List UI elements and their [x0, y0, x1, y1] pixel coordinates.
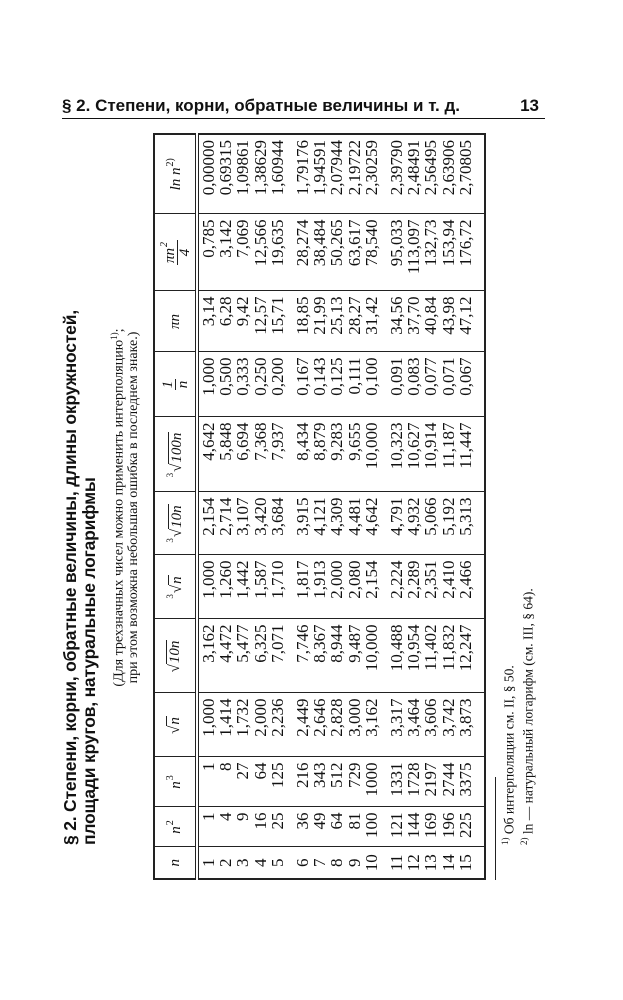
- fraction-denominator: n: [174, 380, 191, 389]
- table-cell: 36: [286, 807, 311, 847]
- table-cell: 5,848: [217, 417, 234, 492]
- fraction: [158, 240, 192, 265]
- table-cell: 5,066: [422, 492, 439, 555]
- table-row: [457, 134, 485, 879]
- table-cell: 1,94591: [311, 134, 328, 214]
- table-cell: 196: [440, 807, 457, 847]
- table-cell: 3,162: [363, 693, 380, 757]
- table-cell: 0,167: [286, 352, 311, 417]
- table-cell: 0,100: [363, 352, 380, 417]
- table-cell: 2744: [440, 757, 457, 807]
- table-cell: 0,500: [217, 352, 234, 417]
- table-cell: 7,746: [286, 619, 311, 693]
- table-cell: 3,142: [217, 214, 234, 291]
- table-cell: 1728: [405, 757, 422, 807]
- table-cell: 10,954: [405, 619, 422, 693]
- table-cell: 1,414: [217, 693, 234, 757]
- table-cell: 6,325: [252, 619, 269, 693]
- numerator-exponent: 2: [159, 242, 170, 247]
- table-cell: 6: [286, 847, 311, 879]
- table-cell: 3,107: [234, 492, 251, 555]
- table-cell: 2,70805: [457, 134, 485, 214]
- table-cell: 1,000: [197, 352, 217, 417]
- table-cell: 343: [311, 757, 328, 807]
- table-row: [440, 134, 457, 879]
- table-cell: 9,283: [328, 417, 345, 492]
- table-cell: 1,60944: [269, 134, 286, 214]
- table-cell: 10,000: [363, 619, 380, 693]
- table-cell: 7,368: [252, 417, 269, 492]
- table-cell: 2: [217, 847, 234, 879]
- column-header: [154, 352, 197, 417]
- radicand: n: [166, 717, 183, 725]
- table-cell: 5,477: [234, 619, 251, 693]
- table-row: [234, 134, 251, 879]
- table-cell: 2,154: [363, 555, 380, 619]
- table-cell: 4,309: [328, 492, 345, 555]
- header-exponent: 2): [165, 158, 176, 167]
- table-cell: 0,143: [311, 352, 328, 417]
- table-cell: 2,466: [457, 555, 485, 619]
- table-cell: 225: [457, 807, 485, 847]
- table-cell: 729: [346, 757, 363, 807]
- section-note-line-2: при этом возможна небольшая ошибка в последнем знаке.): [125, 331, 141, 684]
- table-cell: 144: [405, 807, 422, 847]
- table-cell: 31,42: [363, 291, 380, 352]
- footnote-text: Об интерполяции см. II, § 50.: [501, 665, 517, 838]
- table-row: [346, 134, 363, 879]
- root-index: 3: [164, 472, 175, 478]
- table-cell: 7,071: [269, 619, 286, 693]
- table-cell: 2,154: [197, 492, 217, 555]
- table-cell: 8,367: [311, 619, 328, 693]
- table-cell: 2,080: [346, 555, 363, 619]
- table-cell: 3,606: [422, 693, 439, 757]
- table-cell: 2,48491: [405, 134, 422, 214]
- table-cell: 1,732: [234, 693, 251, 757]
- table-row: [405, 134, 422, 879]
- table-cell: 3,317: [380, 693, 405, 757]
- table-cell: 7,937: [269, 417, 286, 492]
- fraction: [161, 379, 190, 391]
- powers-roots-table: [153, 133, 486, 880]
- table-body: [197, 134, 485, 879]
- table-cell: 38,484: [311, 214, 328, 291]
- table-cell: 3,420: [252, 492, 269, 555]
- table-cell: 13: [422, 847, 439, 879]
- table-cell: 10,000: [363, 417, 380, 492]
- column-header: [154, 847, 197, 879]
- table-cell: 2,646: [311, 693, 328, 757]
- table-cell: 216: [286, 757, 311, 807]
- table-cell: 12,566: [252, 214, 269, 291]
- numerator-text: πn: [162, 248, 178, 264]
- table-cell: 9,655: [346, 417, 363, 492]
- section-title: [61, 310, 99, 845]
- running-header-title: § 2. Степени, корни, обратные величины и т. д.: [62, 96, 460, 115]
- column-header: [154, 417, 197, 492]
- table-cell: 14: [440, 847, 457, 879]
- table-cell: 9,42: [234, 291, 251, 352]
- table-cell: 3375: [457, 757, 485, 807]
- table-cell: 176,72: [457, 214, 485, 291]
- table-cell: 9: [346, 847, 363, 879]
- table-cell: 15,71: [269, 291, 286, 352]
- table-cell: 3,684: [269, 492, 286, 555]
- table-cell: 11,832: [440, 619, 457, 693]
- table-cell: 1,913: [311, 555, 328, 619]
- footnote-ref-1: 1): [109, 332, 119, 340]
- section-note: [107, 135, 141, 880]
- table-cell: 4,642: [197, 417, 217, 492]
- table-cell: 15: [457, 847, 485, 879]
- table-cell: 6,694: [234, 417, 251, 492]
- table-cell: 2,56495: [422, 134, 439, 214]
- table-cell: 28,27: [346, 291, 363, 352]
- header-base: n: [166, 859, 183, 867]
- table-cell: 2,07944: [328, 134, 345, 214]
- table-row: [269, 134, 286, 879]
- table-cell: 100: [363, 807, 380, 847]
- table-cell: 8,879: [311, 417, 328, 492]
- header-exponent: 3: [165, 775, 176, 781]
- table-cell: 10,914: [422, 417, 439, 492]
- table-cell: 2,000: [328, 555, 345, 619]
- table-cell: 9,487: [346, 619, 363, 693]
- radicand: 10n: [168, 505, 185, 528]
- table-cell: 3: [234, 847, 251, 879]
- table-cell: 2,30259: [363, 134, 380, 214]
- table-cell: 0,200: [269, 352, 286, 417]
- table-row: [363, 134, 380, 879]
- table-cell: 0,111: [346, 352, 363, 417]
- table-cell: 8,434: [286, 417, 311, 492]
- table-cell: 10: [363, 847, 380, 879]
- table-cell: 1,260: [217, 555, 234, 619]
- header-exponent: 2: [165, 820, 176, 826]
- table-cell: 113,097: [405, 214, 422, 291]
- table-cell: 4,121: [311, 492, 328, 555]
- table-cell: 2,289: [405, 555, 422, 619]
- header-base: πn: [166, 314, 183, 330]
- table-cell: 2,449: [286, 693, 311, 757]
- table-cell: 10,323: [380, 417, 405, 492]
- footnote-2: [517, 588, 536, 845]
- table-row: [380, 134, 405, 879]
- column-header: [154, 619, 197, 693]
- page-number: 13: [520, 96, 539, 115]
- table-row: [252, 134, 269, 879]
- table-cell: 1,09861: [234, 134, 251, 214]
- table-cell: 512: [328, 757, 345, 807]
- radical-sign-icon: √: [166, 664, 183, 673]
- table-cell: 95,033: [380, 214, 405, 291]
- radicand: n: [168, 576, 185, 584]
- table-cell: 3,464: [405, 693, 422, 757]
- table-cell: 16: [252, 807, 269, 847]
- table-cell: 78,540: [363, 214, 380, 291]
- table-cell: 8: [328, 847, 345, 879]
- column-header: [154, 134, 197, 214]
- rotated-content: [55, 55, 535, 885]
- section-note-line-1: [107, 135, 127, 880]
- note-text: (Для трехзначных чисел можно применить интерполяцию: [111, 339, 127, 687]
- fraction-numerator: [161, 379, 176, 391]
- table-cell: 121: [380, 807, 405, 847]
- table-cell: 64: [328, 807, 345, 847]
- table-cell: 4,932: [405, 492, 422, 555]
- table-row: [286, 134, 311, 879]
- table-cell: 64: [252, 757, 269, 807]
- table-cell: 132,73: [422, 214, 439, 291]
- table-cell: 3,000: [346, 693, 363, 757]
- table-cell: 1: [197, 847, 217, 879]
- radical-sign-icon: √: [168, 528, 185, 538]
- radicand: 100n: [168, 432, 185, 463]
- table-cell: 3,14: [197, 291, 217, 352]
- table-cell: 0,250: [252, 352, 269, 417]
- table-cell: 2,236: [269, 693, 286, 757]
- table-cell: 6,28: [217, 291, 234, 352]
- table-cell: 4,472: [217, 619, 234, 693]
- table-cell: 5: [269, 847, 286, 879]
- numerator-text: 1: [159, 380, 176, 389]
- table-cell: 2,19722: [346, 134, 363, 214]
- table-cell: 4,791: [380, 492, 405, 555]
- table-cell: 12,247: [457, 619, 485, 693]
- footnote-text: ln — натуральный логарифм (см. III, § 64).: [520, 588, 535, 838]
- radical-sign-icon: √: [166, 725, 183, 734]
- table-cell: 0,077: [422, 352, 439, 417]
- table-cell: 21,99: [311, 291, 328, 352]
- table-row: [197, 134, 217, 879]
- table-cell: 1,000: [197, 555, 217, 619]
- table-cell: 81: [346, 807, 363, 847]
- table-cell: 4,642: [363, 492, 380, 555]
- column-header: [154, 291, 197, 352]
- table-cell: 2,714: [217, 492, 234, 555]
- column-header: [154, 214, 197, 291]
- radical-sign-icon: √: [168, 463, 185, 472]
- table-cell: 5,313: [457, 492, 485, 555]
- table-cell: 0,083: [405, 352, 422, 417]
- table-cell: 1,38629: [252, 134, 269, 214]
- table-cell: 18,85: [286, 291, 311, 352]
- table-cell: 3,873: [457, 693, 485, 757]
- column-header: [154, 693, 197, 757]
- footnote-divider: [495, 777, 496, 880]
- table-cell: 1,442: [234, 555, 251, 619]
- footnote-1: [498, 588, 517, 845]
- column-header: [154, 757, 197, 807]
- header-base: n: [168, 781, 184, 789]
- section-title-line-1: § 2. Степени, корни, обратные величины, длины окружностей,: [60, 310, 80, 845]
- footnote-mark: 2): [518, 837, 529, 845]
- table-cell: 1,79176: [286, 134, 311, 214]
- root-index: 3: [164, 594, 175, 599]
- table-cell: 169: [422, 807, 439, 847]
- table-cell: 1,587: [252, 555, 269, 619]
- table-cell: 0,69315: [217, 134, 234, 214]
- table-cell: 10,627: [405, 417, 422, 492]
- table-cell: 0,091: [380, 352, 405, 417]
- table-cell: 2,224: [380, 555, 405, 619]
- table-cell: 0,333: [234, 352, 251, 417]
- table-cell: 2,828: [328, 693, 345, 757]
- table-cell: 11,187: [440, 417, 457, 492]
- table-cell: 37,70: [405, 291, 422, 352]
- header-base: n: [168, 826, 184, 834]
- table-cell: 4: [252, 847, 269, 879]
- radical-sign-icon: √: [168, 584, 185, 594]
- table-cell: 34,56: [380, 291, 405, 352]
- column-header: [154, 555, 197, 619]
- table-cell: 2,39790: [380, 134, 405, 214]
- table-cell: 27: [234, 757, 251, 807]
- note-punct: ;: [111, 328, 127, 333]
- table-cell: 1: [197, 757, 217, 807]
- table-cell: 25: [269, 807, 286, 847]
- table-cell: 0,785: [197, 214, 217, 291]
- table-cell: 10,488: [380, 619, 405, 693]
- table-cell: 0,125: [328, 352, 345, 417]
- table-cell: 1: [197, 807, 217, 847]
- table-cell: 47,12: [457, 291, 485, 352]
- table-cell: 12,57: [252, 291, 269, 352]
- table-cell: 40,84: [422, 291, 439, 352]
- table-row: [217, 134, 234, 879]
- column-header: [154, 807, 197, 847]
- table-cell: 11: [380, 847, 405, 879]
- table-cell: 2197: [422, 757, 439, 807]
- table-cell: 0,071: [440, 352, 457, 417]
- table-cell: 28,274: [286, 214, 311, 291]
- table-cell: 19,635: [269, 214, 286, 291]
- table-cell: 2,63906: [440, 134, 457, 214]
- table-cell: 3,742: [440, 693, 457, 757]
- table-row: [328, 134, 345, 879]
- table-cell: 1000: [363, 757, 380, 807]
- table-cell: 43,98: [440, 291, 457, 352]
- table-cell: 63,617: [346, 214, 363, 291]
- header-base: ln n: [168, 167, 184, 191]
- table-cell: 8,944: [328, 619, 345, 693]
- table-row: [311, 134, 328, 879]
- table-cell: 25,13: [328, 291, 345, 352]
- table-header-row: [154, 134, 197, 879]
- radicand: 10n: [166, 640, 183, 664]
- table-cell: 4,481: [346, 492, 363, 555]
- table-cell: 125: [269, 757, 286, 807]
- table-cell: 2,000: [252, 693, 269, 757]
- table-cell: 7: [311, 847, 328, 879]
- table-cell: 0,00000: [197, 134, 217, 214]
- table-cell: 8: [217, 757, 234, 807]
- table-cell: 9: [234, 807, 251, 847]
- table-cell: 4: [217, 807, 234, 847]
- column-header: [154, 492, 197, 555]
- table-cell: 2,351: [422, 555, 439, 619]
- table-cell: 1,710: [269, 555, 286, 619]
- footnote-mark: 1): [500, 837, 510, 845]
- section-title-line-2: площади кругов, натуральные логарифмы: [79, 477, 99, 845]
- table-cell: 2,410: [440, 555, 457, 619]
- table-cell: 3,162: [197, 619, 217, 693]
- table-cell: 1331: [380, 757, 405, 807]
- root-index: 3: [164, 538, 175, 543]
- fraction-numerator: [158, 240, 178, 265]
- table-cell: 1,000: [197, 693, 217, 757]
- fraction-denominator: 4: [177, 248, 193, 257]
- footnotes: [498, 588, 535, 845]
- table-row: [422, 134, 439, 879]
- table-cell: 49: [311, 807, 328, 847]
- table-cell: 50,265: [328, 214, 345, 291]
- table-cell: 1,817: [286, 555, 311, 619]
- table-cell: 153,94: [440, 214, 457, 291]
- table-cell: 3,915: [286, 492, 311, 555]
- table-cell: 11,447: [457, 417, 485, 492]
- table-cell: 5,192: [440, 492, 457, 555]
- table-cell: 0,067: [457, 352, 485, 417]
- table-cell: 12: [405, 847, 422, 879]
- table-cell: 7,069: [234, 214, 251, 291]
- table-cell: 11,402: [422, 619, 439, 693]
